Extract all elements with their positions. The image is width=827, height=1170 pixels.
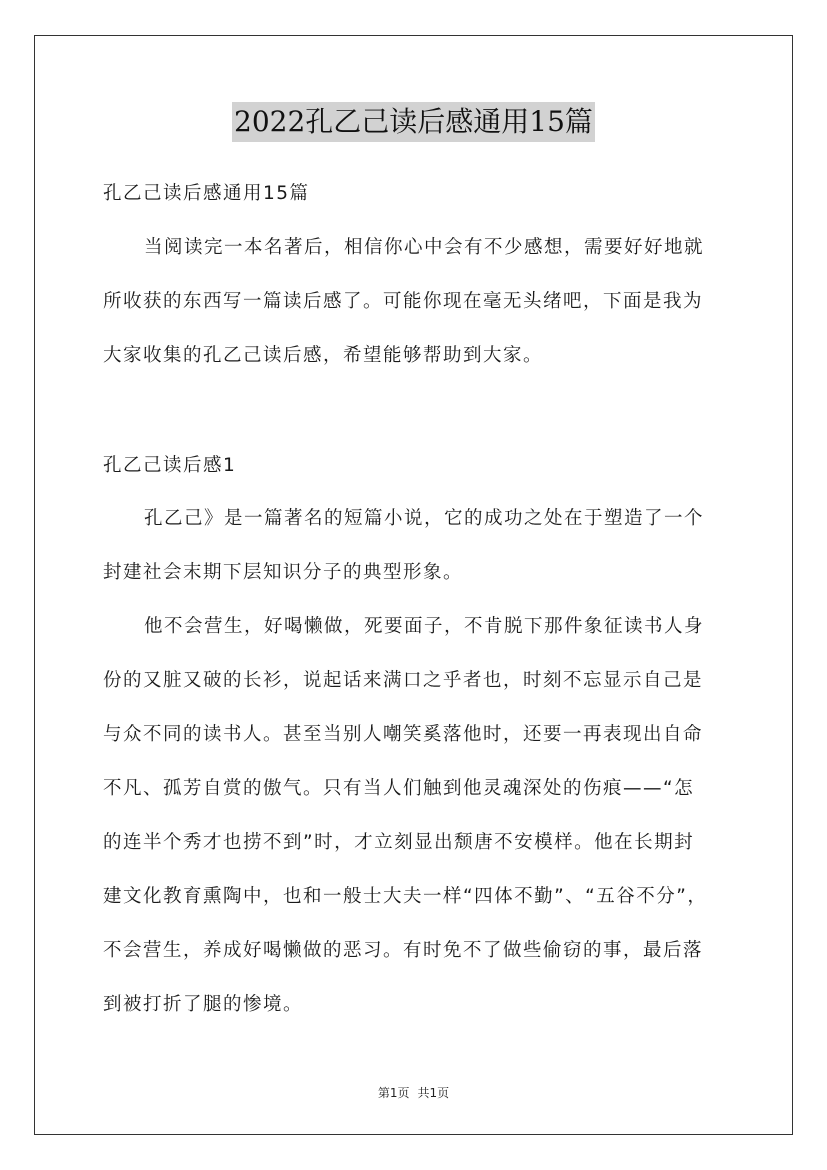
paragraph-line: 不会营生，养成好喝懒做的恶习。有时免不了做些偷窃的事，最后落 [103,940,704,961]
section-heading: 孔乙己读后感1 [103,455,237,476]
paragraph-line: 他不会营生，好喝懒做，死要面子，不肯脱下那件象征读书人身 [144,616,705,637]
paragraph-line: 封建社会末期下层知识分子的典型形象。 [103,562,464,583]
page-footer [0,1084,827,1101]
intro-line: 大家收集的孔乙己读后感，希望能够帮助到大家。 [103,345,544,366]
paragraph-line: 份的又脏又破的长衫，说起话来满口之乎者也，时刻不忘显示自己是 [103,670,704,691]
intro-paragraph [103,221,733,383]
document-subtitle: 孔乙己读后感通用15篇 [103,183,310,204]
paragraph-line: 与众不同的读书人。甚至当别人嘲笑奚落他时，还要一再表现出自命 [103,724,704,745]
paragraph-line: 不凡、孤芳自赏的傲气。只有当人们触到他灵魂深处的伤痕——“怎 [103,778,695,799]
paragraph-2 [103,600,733,1032]
page-number-total: 共1页 [417,1086,450,1100]
paragraph-line: 的连半个秀才也捞不到”时，才立刻显出颓唐不安模样。他在长期封 [103,832,695,853]
paragraph-1 [103,492,733,600]
document-title: 2022孔乙己读后感通用15篇 [232,102,595,142]
intro-line: 所收获的东西写一篇读后感了。可能你现在毫无头绪吧，下面是我为 [103,291,704,312]
title-container [0,102,827,142]
paragraph-line: 到被打折了腿的惨境。 [103,994,304,1015]
intro-line: 当阅读完一本名著后，相信你心中会有不少感想，需要好好地就 [144,237,705,258]
paragraph-line: 孔乙己》是一篇著名的短篇小说，它的成功之处在于塑造了一个 [144,508,705,529]
page-number-current: 第1页 [377,1086,410,1100]
paragraph-line: 建文化教育熏陶中，也和一般士大夫一样“四体不勤”、“五谷不分”， [103,886,708,907]
